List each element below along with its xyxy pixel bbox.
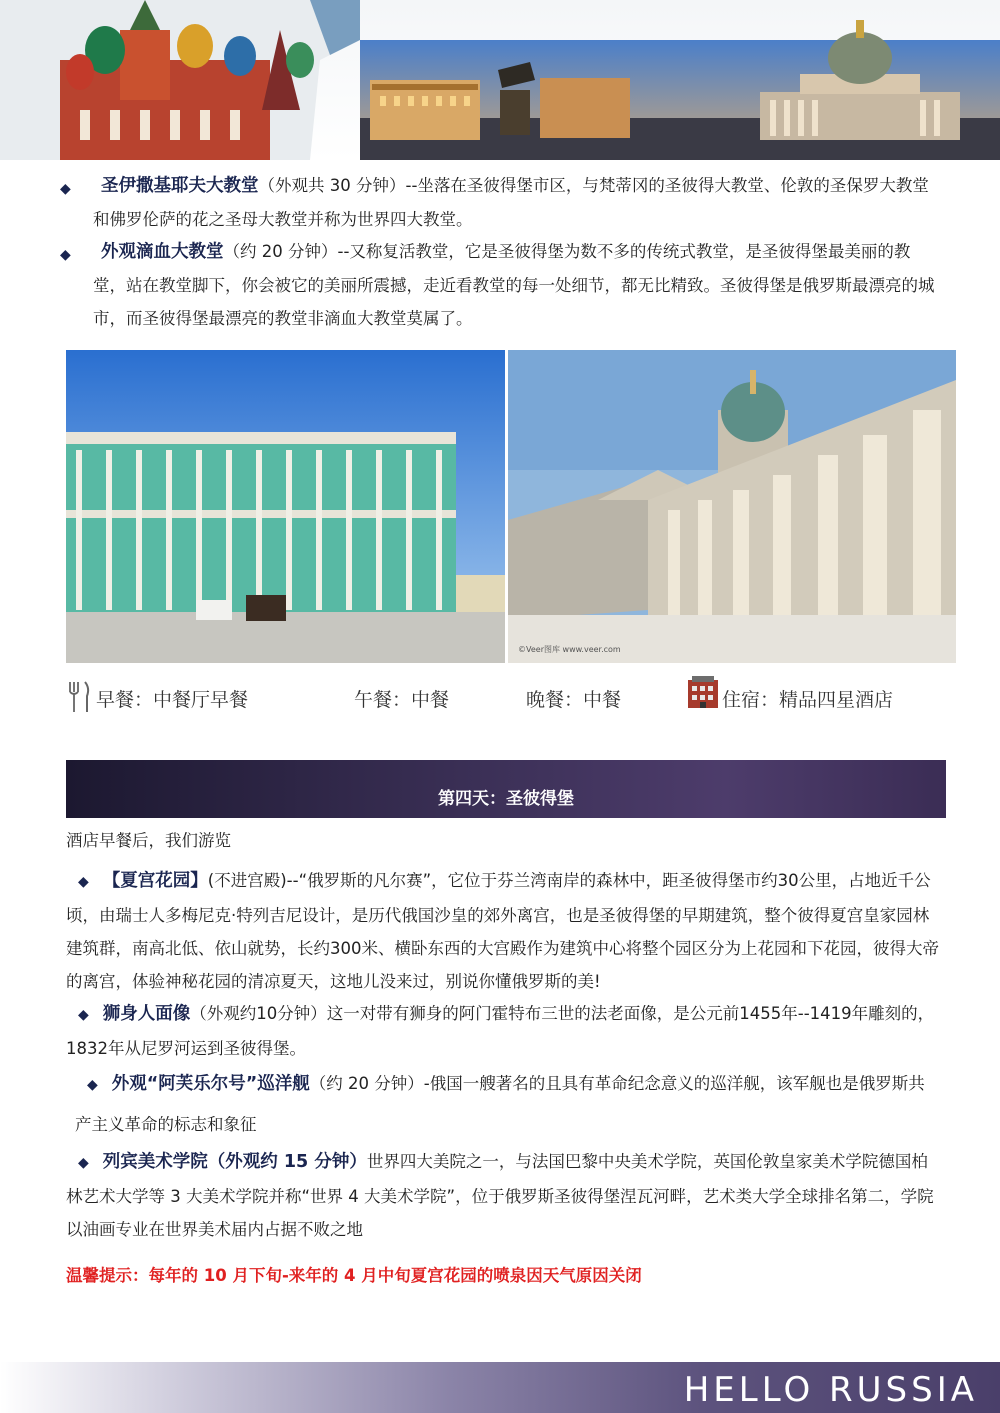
intro-item-text: （约 20 分钟）--又称复活教堂，它是圣彼得堡为数不多的传统式教堂，是圣彼得堡最美丽的教堂，站在教堂脚下，你会被它的美丽所震撼，走近看教堂的每一处细节，都无比精致。圣彼得堡是俄罗斯最漂亮的城市，而圣彼得堡最漂亮的教堂非滴血大教堂莫属了。	[93, 242, 935, 328]
diamond-icon: ◆	[78, 1007, 89, 1023]
photo-winter-palace	[66, 350, 505, 663]
building-icon	[686, 674, 720, 710]
warning-note: 温馨提示：每年的 10 月下旬-来年的 4 月中旬夏宫花园的喷泉因天气原因关闭	[66, 1266, 642, 1285]
day-item-title: 外观“阿芙乐尔号”巡洋舰	[111, 1074, 310, 1094]
meal-hotel: 住宿：精品四星酒店	[722, 689, 894, 711]
day-item-text: （外观约10分钟）这一对带有狮身的阿门霍特布三世的法老面像，是公元前1455年--1419年雕刻的，1832年从尼罗河运到圣彼得堡。	[66, 1004, 935, 1058]
day-item-text: (不进宫殿)--“俄罗斯的凡尔赛”，它位于芬兰湾南岸的森林中，距圣彼得堡市约30公里，占地近千公顷，由瑞士人多梅尼克·特列吉尼设计，是历代俄国沙皇的郊外离宫，也是圣彼得堡的早期建筑，整个彼得夏宫皇家园林建筑群，南高北低、依山就势，长约300米、横卧东西的大宫殿作为建筑中心将整个园区分为上花园和下花园，彼得大帝的离宫，体验神秘花园的清凉夏天，这地儿没来过，别说你懂俄罗斯的美!	[66, 871, 939, 991]
diamond-icon: ◆	[87, 1077, 98, 1093]
day-item-title: 狮身人面像	[102, 1004, 191, 1024]
meals-row	[66, 680, 946, 716]
diamond-icon: ◆	[78, 1155, 89, 1171]
day-item-text: （约 20 分钟）-俄国一艘著名的且具有革命纪念意义的巡洋舰，该军舰也是俄罗斯共产主义革命的标志和象征	[75, 1074, 925, 1134]
intro-item-1	[93, 169, 943, 236]
intro-item-title: 圣伊撒基耶夫大教堂	[101, 176, 259, 196]
banner-illustration	[0, 0, 1000, 160]
intro-item-text: （外观共 30 分钟）--坐落在圣彼得堡市区，与梵蒂冈的圣彼得大教堂、伦敦的圣保罗大教堂和佛罗伦萨的花之圣母大教堂并称为世界四大教堂。	[93, 176, 929, 229]
day-item-1	[66, 864, 942, 998]
header-banner	[0, 0, 1000, 160]
day-item-2	[66, 997, 942, 1065]
footer-bar	[0, 1362, 1000, 1413]
intro-item-title: 外观滴血大教堂	[101, 242, 224, 262]
day-header	[66, 760, 946, 818]
intro-item-2	[93, 235, 943, 335]
day-item-text: 世界四大美院之一，与法国巴黎中央美术学院，英国伦敦皇家美术学院德国柏林艺术大学等 3 大美术学院并称“世界 4 大美术学院”，位于俄罗斯圣彼得堡涅瓦河畔，艺术类大学全球排名第二，学院以油画专业在世界美术届内占据不败之地	[66, 1152, 934, 1239]
day-title: 第四天：圣彼得堡	[438, 789, 574, 809]
photo-watermark: ©Veer图库 www.veer.com	[518, 645, 621, 654]
day-item-4	[66, 1145, 942, 1246]
day-item-3	[75, 1064, 941, 1144]
diamond-icon: ◆	[78, 874, 89, 890]
day-item-title: 【夏宫花园】	[102, 871, 208, 891]
diamond-icon: ◆	[60, 247, 71, 263]
footer-title: HELLO RUSSIA	[683, 1370, 978, 1410]
day-item-title: 列宾美术学院（外观约 15 分钟）	[102, 1152, 367, 1172]
meal-lunch: 午餐：中餐	[354, 689, 450, 711]
diamond-icon: ◆	[60, 181, 71, 197]
day-intro: 酒店早餐后，我们游览	[66, 831, 231, 850]
meal-dinner: 晚餐：中餐	[526, 689, 622, 711]
fork-knife-icon	[66, 680, 92, 714]
meal-breakfast: 早餐：中餐厅早餐	[96, 689, 249, 711]
photo-kazan-cathedral	[508, 350, 956, 663]
